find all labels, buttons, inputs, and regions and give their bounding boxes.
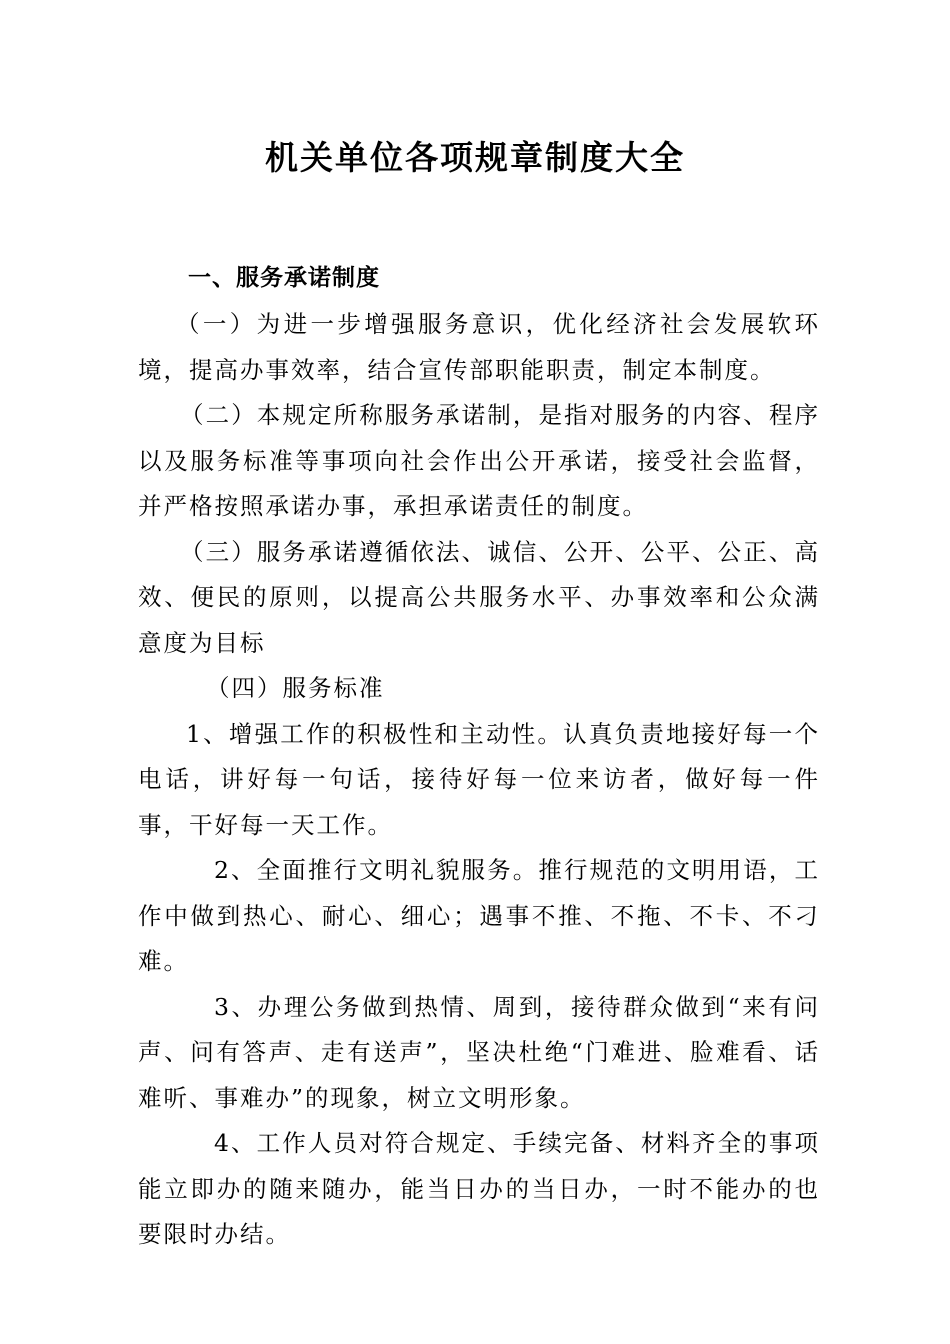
- paragraph-3: （三）服务承诺遵循依法、诚信、公开、公平、公正、高效、便民的原则，以提高公共服务水平、办事效率和公众满意度为目标: [138, 537, 820, 657]
- paragraph-6: 2、全面推行文明礼貌服务。推行规范的文明用语，工作中做到热心、耐心、细心；遇事不推、不拖、不卡、不刁难。: [138, 856, 820, 975]
- paragraph-7: 3、办理公务做到热情、周到，接待群众做到“来有问声、问有答声、走有送声”，坚决杜绝“门难进、脸难看、话难听、事难办”的现象，树立文明形象。: [138, 992, 820, 1112]
- paragraph-5: 1、增强工作的积极性和主动性。认真负责地接好每一个电话，讲好每一句话，接待好每一位来访者，做好每一件事，干好每一天工作。: [138, 719, 820, 839]
- document-title: 机关单位各项规章制度大全: [265, 138, 685, 177]
- paragraph-1: （一）为进一步增强服务意识，优化经济社会发展软环境，提高办事效率，结合宣传部职能职责，制定本制度。: [138, 310, 820, 384]
- document-body: [138, 302, 820, 1258]
- paragraph-4-heading: （四）服务标准: [206, 674, 385, 702]
- paragraph-8: 4、工作人员对符合规定、手续完备、材料齐全的事项能立即办的随来随办，能当日办的当日办，一时不能办的也要限时办结。: [138, 1129, 820, 1248]
- paragraph-2: （二）本规定所称服务承诺制，是指对服务的内容、程序以及服务标准等事项向社会作出公开承诺，接受社会监督，并严格按照承诺办事，承担承诺责任的制度。: [138, 401, 820, 520]
- section-heading: 一、服务承诺制度: [188, 265, 380, 291]
